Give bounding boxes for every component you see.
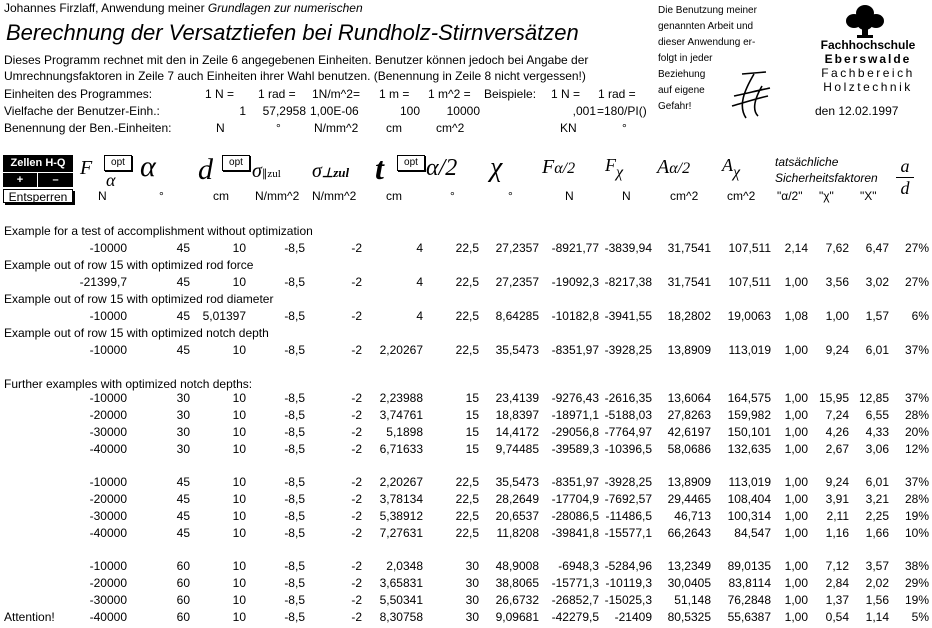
table-cell[interactable]: 10 [232, 559, 246, 573]
table-cell[interactable]: 22,5 [455, 241, 479, 255]
table-cell[interactable]: 13,8909 [667, 343, 711, 357]
col-sigma-par: σ∥zul [252, 160, 281, 182]
table-cell[interactable]: 45 [176, 241, 190, 255]
table-cell[interactable]: 2,20267 [379, 343, 423, 357]
table-cell[interactable]: 4,26 [825, 425, 849, 439]
table-cell[interactable]: -19092,3 [551, 275, 599, 289]
table-cell[interactable]: 4 [416, 309, 423, 323]
table-cell[interactable]: 45 [176, 475, 190, 489]
table-cell[interactable]: 1,00 [784, 593, 808, 607]
plus-button[interactable]: + [3, 172, 38, 187]
table-cell[interactable]: -10182,8 [551, 309, 599, 323]
zellen-h-q-label: Zellen H-Q [3, 155, 73, 172]
table-cell[interactable]: -6948,3 [558, 559, 599, 573]
table-cell[interactable]: -2 [351, 309, 362, 323]
table-cell[interactable]: 3,21 [865, 492, 889, 506]
table-cell[interactable]: 6,01 [865, 343, 889, 357]
col-t: t [375, 150, 384, 186]
table-cell[interactable]: 3,57 [865, 559, 889, 573]
table-cell[interactable]: 10 [232, 593, 246, 607]
col-chi: χ [490, 152, 503, 183]
table-cell[interactable]: 1,00 [784, 425, 808, 439]
table-cell[interactable]: 3,02 [865, 275, 889, 289]
table-cell[interactable]: 22,5 [455, 309, 479, 323]
col-F-alpha-half: Fα/2 [542, 156, 576, 178]
section-title: Example out of row 15 with optimized rod force [4, 258, 254, 272]
table-cell[interactable]: 1,66 [865, 526, 889, 540]
section-title: Further examples with optimized notch depths: [4, 377, 253, 391]
table-cell[interactable]: 2,0348 [386, 559, 423, 573]
table-cell[interactable]: -8,5 [284, 559, 305, 573]
table-cell[interactable]: 55,6387 [727, 610, 771, 624]
table-cell[interactable]: -2 [351, 526, 362, 540]
table-cell[interactable]: 10 [232, 576, 246, 590]
opt-button-d[interactable]: opt [222, 155, 250, 171]
table-cell[interactable]: 4 [416, 275, 423, 289]
table-cell[interactable]: 3,56 [825, 275, 849, 289]
table-cell[interactable]: 15 [465, 408, 479, 422]
table-cell[interactable]: 2,14 [784, 241, 808, 255]
table-cell[interactable]: 10 [232, 526, 246, 540]
table-cell[interactable]: 7,62 [825, 241, 849, 255]
table-cell[interactable]: 29,4465 [667, 492, 711, 506]
table-cell[interactable]: -26852,7 [551, 593, 599, 607]
table-cell[interactable]: 51,148 [674, 593, 711, 607]
table-cell[interactable]: -8,5 [284, 391, 305, 405]
table-cell[interactable]: 19% [904, 593, 929, 607]
safety-factors-title: tatsächliche Sicherheitsfaktoren [775, 155, 878, 185]
table-cell[interactable]: -20000 [89, 576, 127, 590]
table-cell[interactable]: 45 [176, 509, 190, 523]
table-cell[interactable]: 10% [904, 526, 929, 540]
table-cell[interactable]: 18,8397 [495, 408, 539, 422]
table-cell[interactable]: 30 [176, 391, 190, 405]
table-cell[interactable]: 28% [904, 492, 929, 506]
table-cell[interactable]: 132,635 [727, 442, 771, 456]
table-cell[interactable]: -2 [351, 559, 362, 573]
table-cell[interactable]: 35,5473 [495, 475, 539, 489]
table-cell[interactable]: -10000 [89, 559, 127, 573]
table-cell[interactable]: 164,575 [727, 391, 771, 405]
table-cell[interactable]: -3928,25 [604, 343, 652, 357]
table-cell[interactable]: -21409 [614, 610, 652, 624]
table-cell[interactable]: -11486,5 [605, 509, 652, 523]
table-cell[interactable]: 30 [465, 610, 479, 624]
table-cell[interactable]: 37% [904, 343, 929, 357]
table-cell[interactable]: -10396,5 [604, 442, 652, 456]
table-cell[interactable]: -8,5 [284, 593, 305, 607]
table-cell[interactable]: 10 [232, 509, 246, 523]
table-cell[interactable]: 29% [904, 576, 929, 590]
table-cell[interactable]: 20,6537 [495, 509, 539, 523]
attention-label: Attention! [4, 610, 55, 624]
table-cell[interactable]: -8,5 [284, 509, 305, 523]
table-cell[interactable]: 10 [232, 408, 246, 422]
table-cell[interactable]: -8,5 [284, 576, 305, 590]
table-cell[interactable]: 3,06 [865, 442, 889, 456]
table-cell[interactable]: -3839,94 [604, 241, 652, 255]
page-title: Berechnung der Versatztiefen bei Rundholz-Stirnversätzen [6, 20, 579, 45]
table-cell[interactable]: -30000 [89, 509, 127, 523]
table-cell[interactable]: 4 [416, 241, 423, 255]
table-cell[interactable]: 5,01397 [202, 309, 246, 323]
table-cell[interactable]: -7692,57 [604, 492, 652, 506]
table-cell[interactable]: 1,00 [784, 343, 808, 357]
table-cell[interactable]: -2 [351, 408, 362, 422]
minus-button[interactable]: – [38, 172, 73, 187]
table-cell[interactable]: 5,38912 [379, 509, 423, 523]
col-A-alpha-half: Aα/2 [657, 156, 691, 178]
table-cell[interactable]: 45 [176, 526, 190, 540]
table-cell[interactable]: 1,57 [865, 309, 889, 323]
table-cell[interactable]: -21399,7 [79, 275, 127, 289]
col-a-over-d: a d [898, 156, 914, 199]
table-cell[interactable]: 12,85 [858, 391, 889, 405]
signature-icon [724, 66, 774, 124]
table-cell[interactable]: 30 [465, 593, 479, 607]
table-cell[interactable]: -8,5 [284, 610, 305, 624]
table-cell[interactable]: 18,2802 [667, 309, 711, 323]
table-cell[interactable]: 31,7541 [667, 241, 711, 255]
table-cell[interactable]: 1,00 [784, 559, 808, 573]
table-cell[interactable]: 22,5 [455, 275, 479, 289]
table-cell[interactable]: -3941,55 [604, 309, 652, 323]
table-cell[interactable]: 60 [176, 593, 190, 607]
table-cell[interactable]: 2,11 [826, 509, 849, 523]
table-cell[interactable]: 1,00 [784, 526, 808, 540]
col-sigma-perp: σ⊥zul [312, 160, 350, 182]
table-cell[interactable]: 1,00 [784, 492, 808, 506]
entsperren-button[interactable]: Entsperren [3, 189, 73, 203]
table-cell[interactable]: -28086,5 [551, 509, 599, 523]
table-cell[interactable]: 150,101 [727, 425, 771, 439]
table-cell[interactable]: 6,47 [865, 241, 889, 255]
table-cell[interactable]: -8351,97 [551, 475, 599, 489]
col-F-sub: α [106, 170, 116, 190]
table-cell[interactable]: 108,404 [727, 492, 771, 506]
table-cell[interactable]: 12% [904, 442, 929, 456]
section-title: Example out of row 15 with optimized notch depth [4, 326, 269, 340]
table-cell[interactable]: -8921,77 [551, 241, 599, 255]
table-cell[interactable]: 6,55 [865, 408, 889, 422]
table-cell[interactable]: 8,64285 [495, 309, 539, 323]
table-cell[interactable]: -30000 [89, 425, 127, 439]
table-cell[interactable]: -8,5 [284, 442, 305, 456]
table-cell[interactable]: -8,5 [284, 526, 305, 540]
table-cell[interactable]: 10 [232, 492, 246, 506]
table-cell[interactable]: -39841,8 [551, 526, 599, 540]
table-cell[interactable]: 13,8909 [667, 475, 711, 489]
table-cell[interactable]: 10 [232, 442, 246, 456]
intro-line-1: Dieses Programm rechnet mit den in Zeile 6 angegebenen Einheiten. Benutzer können jedoch bei Angabe der [4, 53, 589, 67]
table-cell[interactable]: 27,2357 [495, 241, 539, 255]
table-cell[interactable]: 30 [465, 559, 479, 573]
table-cell[interactable]: 60 [176, 610, 190, 624]
table-cell[interactable]: 100,314 [727, 509, 771, 523]
table-cell[interactable]: 9,24 [825, 475, 849, 489]
table-cell[interactable]: 30 [176, 408, 190, 422]
table-cell[interactable]: -2 [351, 475, 362, 489]
table-cell[interactable]: -8351,97 [551, 343, 599, 357]
table-cell[interactable]: 38% [904, 559, 929, 573]
section-title: Example out of row 15 with optimized rod diameter [4, 292, 274, 306]
table-cell[interactable]: 15 [465, 442, 479, 456]
col-A-chi: Aχ [722, 155, 741, 181]
table-cell[interactable]: 1,00 [784, 610, 808, 624]
table-cell[interactable]: -20000 [89, 408, 127, 422]
table-cell[interactable]: 22,5 [455, 526, 479, 540]
table-cell[interactable]: 3,74761 [379, 408, 423, 422]
table-cell[interactable]: -2 [351, 576, 362, 590]
table-cell[interactable]: -2 [351, 343, 362, 357]
table-cell[interactable]: -15025,3 [604, 593, 652, 607]
table-cell[interactable]: -2 [351, 492, 362, 506]
table-cell[interactable]: 0,54 [825, 610, 849, 624]
table-cell[interactable]: 15,95 [818, 391, 849, 405]
table-cell[interactable]: -8,5 [284, 309, 305, 323]
table-cell[interactable]: 89,0135 [727, 559, 771, 573]
table-cell[interactable]: -15577,1 [604, 526, 652, 540]
table-cell[interactable]: 113,019 [728, 343, 771, 357]
col-alpha-half: α/2 [426, 155, 458, 181]
table-cell[interactable]: 30 [176, 425, 190, 439]
table-cell[interactable]: 1,00 [825, 309, 849, 323]
table-cell[interactable]: -5284,96 [604, 559, 652, 573]
table-cell[interactable]: 1,14 [865, 610, 889, 624]
table-cell[interactable]: -2 [351, 241, 362, 255]
table-cell[interactable]: 37% [904, 475, 929, 489]
table-cell[interactable]: 4,33 [865, 425, 889, 439]
table-cell[interactable]: -10000 [89, 241, 127, 255]
table-cell[interactable]: 2,84 [825, 576, 849, 590]
col-d: d [198, 153, 213, 186]
table-cell[interactable]: 19% [904, 509, 929, 523]
table-cell[interactable]: -2 [351, 425, 362, 439]
table-cell[interactable]: 1,56 [865, 593, 889, 607]
table-cell[interactable]: 3,65831 [379, 576, 423, 590]
table-cell[interactable]: -3928,25 [604, 475, 652, 489]
table-cell[interactable]: 10 [232, 425, 246, 439]
table-cell[interactable]: -2 [351, 275, 362, 289]
table-cell[interactable]: -40000 [89, 610, 127, 624]
intro-line-2: Umrechnungsfaktoren in Zeile 7 auch Einheiten ihrer Wahl benutzen. (Benennung in Zeile 8 nicht vergessen!) [4, 69, 586, 83]
table-cell[interactable]: -5188,03 [604, 408, 652, 422]
table-cell[interactable]: 27,2357 [495, 275, 539, 289]
table-cell[interactable]: 42,6197 [667, 425, 711, 439]
table-cell[interactable]: 13,6064 [667, 391, 711, 405]
table-cell[interactable]: 1,00 [784, 442, 808, 456]
table-cell[interactable]: 27% [904, 275, 929, 289]
table-cell[interactable]: -42279,5 [551, 610, 599, 624]
table-cell[interactable]: 22,5 [455, 343, 479, 357]
table-cell[interactable]: 30 [465, 576, 479, 590]
table-cell[interactable]: 84,547 [734, 526, 771, 540]
table-cell[interactable]: 30,0405 [667, 576, 711, 590]
table-cell[interactable]: 10 [232, 391, 246, 405]
table-cell[interactable]: 60 [176, 576, 190, 590]
table-cell[interactable]: 45 [176, 343, 190, 357]
table-cell[interactable]: 159,982 [727, 408, 771, 422]
col-alpha: α [140, 150, 156, 183]
table-cell[interactable]: 1,00 [784, 408, 808, 422]
table-cell[interactable]: 10 [232, 343, 246, 357]
table-cell[interactable]: 31,7541 [667, 275, 711, 289]
table-cell[interactable]: 5,1898 [386, 425, 423, 439]
table-cell[interactable]: -17704,9 [551, 492, 599, 506]
table-cell[interactable]: 46,713 [674, 509, 711, 523]
table-cell[interactable]: -2 [351, 593, 362, 607]
table-cell[interactable]: 1,00 [784, 391, 808, 405]
disclaimer-notice: Die Benutzung meiner genannten Arbeit und dieser Anwendung er- folgt in jeder Beziehung auf eigene Gefahr! [658, 5, 757, 112]
table-cell[interactable]: 3,91 [825, 492, 849, 506]
table-cell[interactable]: 6,01 [865, 475, 889, 489]
table-cell[interactable]: 35,5473 [495, 343, 539, 357]
table-cell[interactable]: -40000 [89, 442, 127, 456]
table-cell[interactable]: 22,5 [455, 509, 479, 523]
table-cell[interactable]: 2,23988 [379, 391, 423, 405]
section-title: Example for a test of accomplishment without optimization [4, 224, 313, 238]
table-cell[interactable]: -8,5 [284, 425, 305, 439]
table-cell[interactable]: 7,24 [825, 408, 849, 422]
date-label: den 12.02.1997 [815, 104, 899, 118]
table-cell[interactable]: 8,30758 [379, 610, 423, 624]
table-cell[interactable]: 45 [176, 275, 190, 289]
table-cell[interactable]: -2616,35 [604, 391, 652, 405]
table-cell[interactable]: -18971,1 [551, 408, 599, 422]
table-cell[interactable]: -8,5 [284, 343, 305, 357]
table-cell[interactable]: 6,71633 [379, 442, 423, 456]
institution-block: Fachhochschule Eberswalde Fachbereich Holztechnik [820, 38, 916, 94]
table-cell[interactable]: 113,019 [728, 475, 771, 489]
table-cell[interactable]: -30000 [89, 593, 127, 607]
table-cell[interactable]: -9276,43 [551, 391, 599, 405]
table-cell[interactable]: 9,09681 [495, 610, 539, 624]
table-cell[interactable]: 1,08 [784, 309, 808, 323]
table-cell[interactable]: -2 [351, 391, 362, 405]
table-cell[interactable]: 2,67 [825, 442, 849, 456]
table-cell[interactable]: -2 [351, 610, 362, 624]
table-cell[interactable]: 10 [232, 241, 246, 255]
table-cell[interactable]: 3,78134 [379, 492, 423, 506]
table-cell[interactable]: 1,00 [784, 475, 808, 489]
table-cell[interactable]: -10000 [89, 475, 127, 489]
table-cell[interactable]: -2 [351, 442, 362, 456]
table-cell[interactable]: 19,0063 [727, 309, 771, 323]
col-F: F [80, 157, 93, 179]
table-cell[interactable]: -10119,3 [605, 576, 652, 590]
table-cell[interactable]: 48,9008 [495, 559, 539, 573]
table-cell[interactable]: 22,5 [455, 475, 479, 489]
table-cell[interactable]: 13,2349 [667, 559, 711, 573]
table-cell[interactable]: 15 [465, 425, 479, 439]
table-cell[interactable]: 66,2643 [667, 526, 711, 540]
table-cell[interactable]: 2,20267 [379, 475, 423, 489]
table-cell[interactable]: -40000 [89, 526, 127, 540]
table-cell[interactable]: 27% [904, 241, 929, 255]
table-cell[interactable]: 1,00 [784, 275, 808, 289]
table-cell[interactable]: -8,5 [284, 475, 305, 489]
opt-button-t[interactable]: opt [397, 155, 425, 171]
table-cell[interactable]: 10 [232, 475, 246, 489]
table-cell[interactable]: 83,8114 [728, 576, 771, 590]
table-cell[interactable]: 1,00 [784, 509, 808, 523]
table-cell[interactable]: -39589,3 [551, 442, 599, 456]
table-cell[interactable]: 37% [904, 391, 929, 405]
table-cell[interactable]: 5,50341 [379, 593, 423, 607]
table-cell[interactable]: 28% [904, 408, 929, 422]
table-cell[interactable]: 23,4139 [495, 391, 539, 405]
table-cell[interactable]: 80,5325 [667, 610, 711, 624]
table-cell[interactable]: 15 [465, 391, 479, 405]
table-cell[interactable]: -10000 [89, 391, 127, 405]
author-line: Johannes Firzlaff, Anwendung meiner Grundlagen zur numerischen [4, 1, 363, 15]
table-cell[interactable]: -8,5 [284, 275, 305, 289]
table-cell[interactable]: 45 [176, 309, 190, 323]
table-cell[interactable]: -8,5 [284, 408, 305, 422]
table-cell[interactable]: 58,0686 [667, 442, 711, 456]
table-cell[interactable]: -10000 [89, 343, 127, 357]
col-F-chi: Fχ [605, 155, 624, 181]
table-cell[interactable]: 2,02 [865, 576, 889, 590]
table-cell[interactable]: -8,5 [284, 241, 305, 255]
table-cell[interactable]: -2 [351, 509, 362, 523]
table-cell[interactable]: 20% [904, 425, 929, 439]
table-cell[interactable]: 26,6732 [495, 593, 539, 607]
table-cell[interactable]: 9,74485 [495, 442, 539, 456]
table-cell[interactable]: 14,4172 [495, 425, 539, 439]
table-cell[interactable]: -8,5 [284, 492, 305, 506]
table-cell[interactable]: -10000 [89, 309, 127, 323]
opt-button-F[interactable]: opt [104, 155, 132, 171]
table-cell[interactable]: 28,2649 [495, 492, 539, 506]
table-cell[interactable]: 1,16 [825, 526, 849, 540]
table-cell[interactable]: 107,511 [728, 275, 771, 289]
table-cell[interactable]: 2,25 [865, 509, 889, 523]
table-cell[interactable]: -7764,97 [604, 425, 652, 439]
table-cell[interactable]: 22,5 [455, 492, 479, 506]
table-cell[interactable]: 30 [176, 442, 190, 456]
table-cell[interactable]: 7,27631 [379, 526, 423, 540]
table-cell[interactable]: -20000 [89, 492, 127, 506]
table-cell[interactable]: 10 [232, 610, 246, 624]
table-cell[interactable]: 27,8263 [667, 408, 711, 422]
table-cell[interactable]: 11,8208 [496, 526, 539, 540]
table-cell[interactable]: 9,24 [825, 343, 849, 357]
table-cell[interactable]: 5% [911, 610, 929, 624]
table-cell[interactable]: 45 [176, 492, 190, 506]
table-cell[interactable]: -15771,3 [551, 576, 599, 590]
table-cell[interactable]: 1,00 [784, 576, 808, 590]
table-cell[interactable]: 107,511 [728, 241, 771, 255]
table-cell[interactable]: 7,12 [825, 559, 849, 573]
table-cell[interactable]: 1,37 [825, 593, 849, 607]
table-cell[interactable]: -29056,8 [551, 425, 599, 439]
tree-logo-icon [845, 3, 885, 39]
table-cell[interactable]: 10 [232, 275, 246, 289]
table-cell[interactable]: -8217,38 [604, 275, 652, 289]
table-cell[interactable]: 6% [911, 309, 929, 323]
table-cell[interactable]: 38,8065 [495, 576, 539, 590]
table-cell[interactable]: 60 [176, 559, 190, 573]
table-cell[interactable]: 76,2848 [727, 593, 771, 607]
